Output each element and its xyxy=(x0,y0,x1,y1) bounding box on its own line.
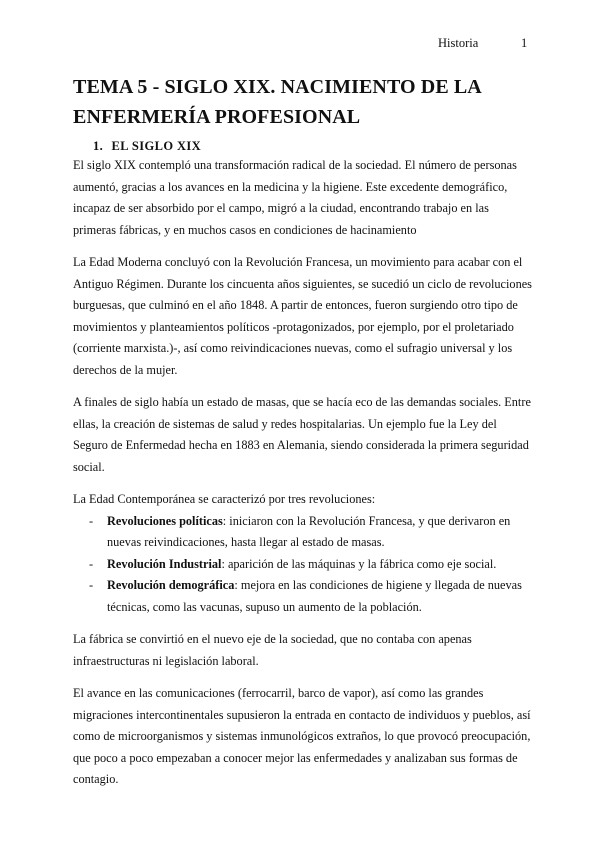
paragraph-1: El siglo XIX contempló una transformación radical de la sociedad. El número de personas aumentó, gracias a los avances en la medicina y la higiene. Este excedente demográfico, incapaz de ser absorbido por el campo, migró a la ciudad, encontrando trabajo en las primeras fábricas, y en muchos casos en condiciones de hacinamiento xyxy=(73,158,517,237)
section-heading xyxy=(93,138,533,154)
list-item xyxy=(73,575,533,618)
document-title-line-2: ENFERMERÍA PROFESIONAL xyxy=(73,106,361,128)
list-dash: - xyxy=(89,513,94,528)
header-subject: Historia xyxy=(438,36,479,50)
list-item-description: : aparición de las máquinas y la fábrica como eje social. xyxy=(221,556,497,571)
section-number: 1. xyxy=(93,139,104,153)
paragraph-5: La fábrica se convirtió en el nuevo eje de la sociedad, que no contaba con apenas infraestructuras ni legislación laboral. xyxy=(73,632,472,668)
list-item-term: Revolución demográfica xyxy=(107,578,235,592)
list-dash: - xyxy=(89,578,94,592)
page-header xyxy=(0,36,600,52)
list-item-term: Revolución Industrial xyxy=(107,556,222,571)
paragraph-2: La Edad Moderna concluyó con la Revolución Francesa, un movimiento para acabar con el Antiguo Régimen. Durante los cincuenta años siguientes, se sucedió un ciclo de revoluciones burguesas, que culminó en el año 1848. A partir de entonces, fueron surgiendo otro tipo de movimientos y planteamientos políticos -protagonizados, por ejemplo, por el proletariado (corriente marxista.)-, así como reivindicaciones nuevas, como el sufragio universal y los derechos de la mujer. xyxy=(73,255,532,377)
paragraph-3: A finales de siglo había un estado de masas, que se hacía eco de las demandas sociales. Entre ellas, la creación de sistemas de salud y redes hospitalarias. Un ejemplo fue la Ley del Seguro de Enfermedad hecha en 1883 en Alemania, siendo considerada la primera seguridad social. xyxy=(73,395,531,474)
document-body xyxy=(73,72,533,802)
list-item-term: Revoluciones políticas xyxy=(107,513,223,528)
document-title xyxy=(73,72,533,132)
list-item xyxy=(73,511,533,554)
document-title-line-1: TEMA 5 - SIGLO XIX. NACIMIENTO DE LA xyxy=(73,76,482,98)
section-title: EL SIGLO XIX xyxy=(111,139,202,153)
list-item-description: : mejora en las condiciones de higiene y llegada de nuevas técnicas, como las vacunas, supuso un aumento de la población. xyxy=(107,578,522,614)
paragraph-4: La Edad Contemporánea se caracterizó por tres revoluciones: xyxy=(73,492,376,506)
list-dash: - xyxy=(89,556,94,571)
page-number: 1 xyxy=(521,36,528,50)
paragraph-6: El avance en las comunicaciones (ferrocarril, barco de vapor), así como las grandes migraciones intercontinentales supusieron la entrada en contacto de individuos y pueblos, así como de microorganismos y sistemas inmunológicos extraños, lo que provocó preocupación, que poco a poco empezaban a conocer mejor las enfermedades y analizaban sus formas de contagio. xyxy=(73,686,531,786)
revolutions-list xyxy=(73,511,533,619)
list-item-description: : iniciaron con la Revolución Francesa, y que derivaron en nuevas reivindicaciones, hasta llegar al estado de masas. xyxy=(107,513,511,549)
list-item xyxy=(73,554,533,576)
